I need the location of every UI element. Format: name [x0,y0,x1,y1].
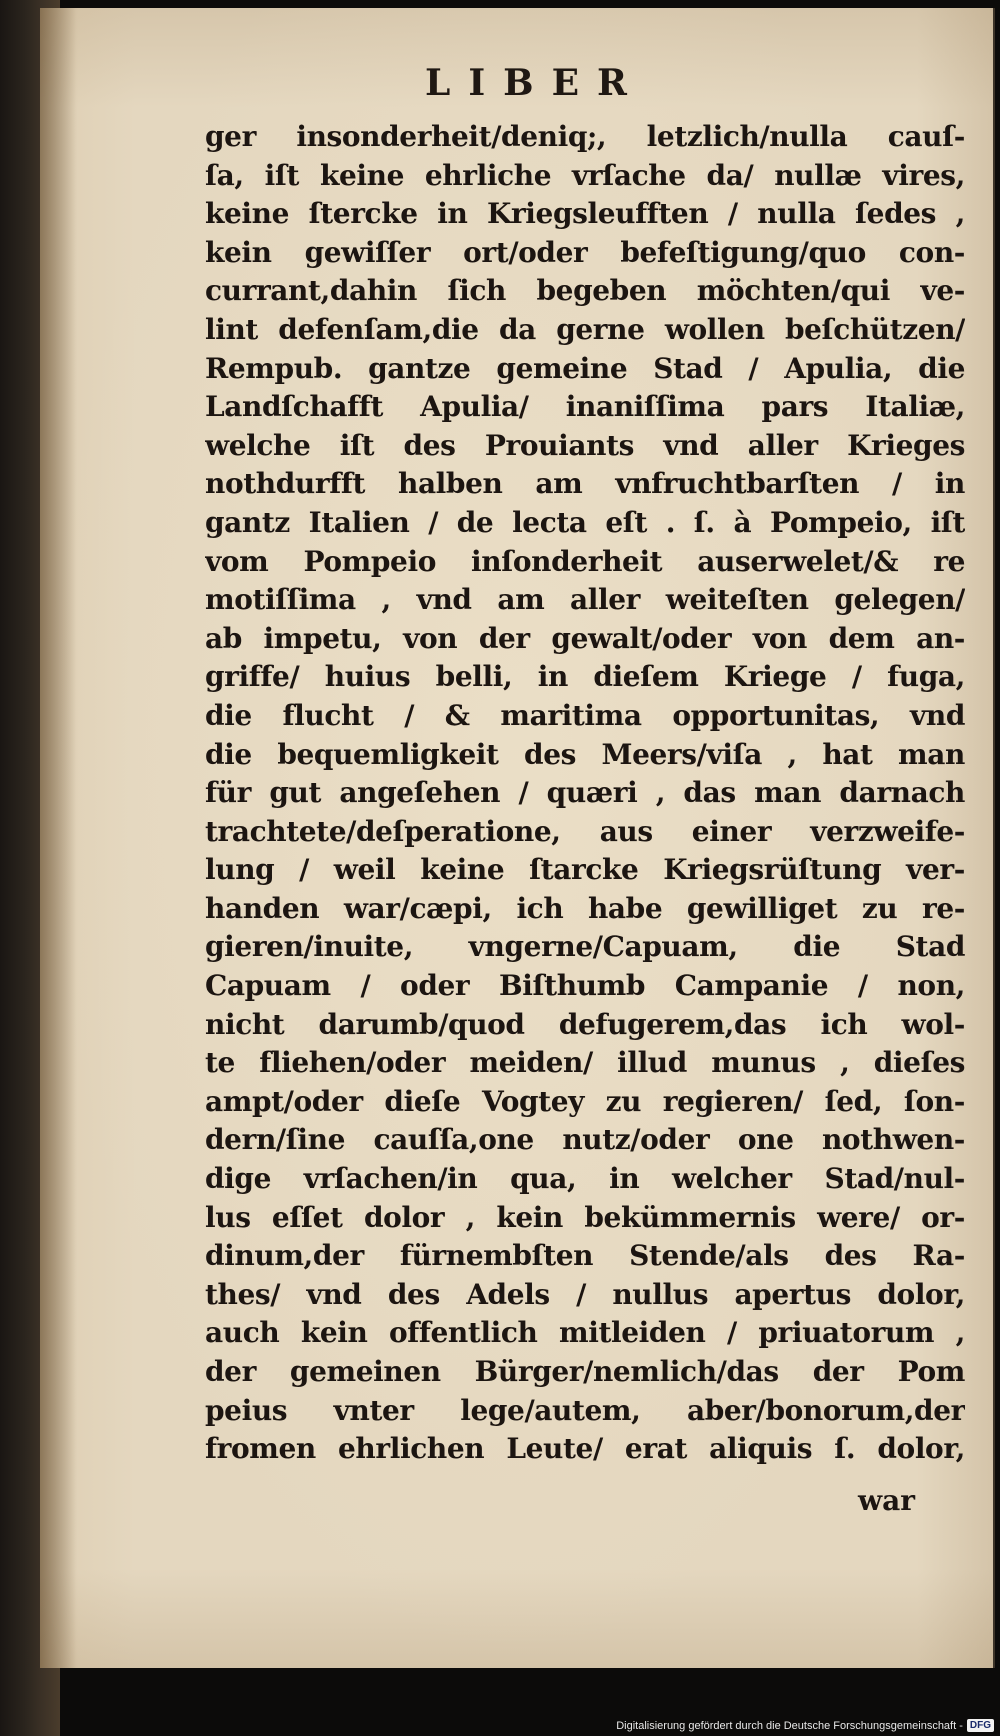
gutter-shadow [40,8,76,1668]
running-header: LIBER [425,62,645,104]
text-line: lung / weil keine ſtarcke Kriegsrüſtung ver- [205,853,965,887]
text-line: für gut angeſehen / quæri , das man darnach [205,776,965,810]
text-line: trachtete/deſperatione, aus einer verzweife- [205,814,965,848]
text-line: dinum,der fürnembſten Stende/als des Ra- [205,1239,965,1273]
text-line: ab impetu, von der gewalt/oder von dem an- [205,621,965,655]
text-line: nicht darumb/quod defugerem,das ich wol- [205,1007,965,1041]
text-line: ampt/oder dieſe Vogtey zu regieren/ ſed, ſon- [205,1084,965,1118]
text-line: auch kein offentlich mitleiden / priuatorum , [205,1316,965,1350]
text-line: handen war/cæpi, ich habe gewilliget zu re- [205,891,965,925]
text-line: peius vnter lege/autem, aber/bonorum,der [205,1393,965,1427]
text-line: die bequemligkeit des Meers/viſa , hat man [205,737,965,771]
dfg-logo: DFG [967,1719,994,1732]
text-line: fromen ehrlichen Leute/ erat aliquis ſ. dolor, [205,1432,965,1466]
text-line: ger insonderheit/deniq;, letzlich/nulla cauſ- [205,120,965,153]
text-line: te fliehen/oder meiden/ illud munus , dieſes [205,1046,965,1080]
text-line: currant,dahin ſich begeben möchten/qui ve- [205,274,965,308]
text-line: Rempub. gantze gemeine Stad / Apulia, die [205,351,965,385]
text-line: Landſchafft Apulia/ inaniſſima pars Italiæ, [205,390,965,424]
catchword: war [858,1484,915,1517]
text-line: nothdurfft halben am vnfruchtbarſten / in [205,467,965,501]
text-line: gieren/inuite, vngerne/Capuam, die Stad [205,930,965,964]
text-line: motiſſima , vnd am aller weiteſten gelegen/ [205,583,965,617]
footer-credit-text: Digitalisierung gefördert durch die Deutsche Forschungsgemeinschaft - [616,1719,963,1732]
text-line: kein gewiſſer ort/oder befeſtigung/quo con- [205,235,965,269]
text-line: gantz Italien / de lecta eſt . ſ. à Pompeio, iſt [205,505,965,539]
text-line: welche iſt des Prouiants vnd aller Krieges [205,428,965,462]
text-line: griffe/ huius belli, in dieſem Kriege / fuga, [205,660,965,694]
body-text [205,118,965,1469]
text-line: vom Pompeio inſonderheit auserwelet/& re [205,544,965,578]
footer-credit [616,1719,994,1732]
text-line: lint defenſam,die da gerne wollen beſchützen/ [205,312,965,346]
text-line: lus eſſet dolor , kein bekümmernis were/ or- [205,1200,965,1234]
text-line: ſa, iſt keine ehrliche vrſache da/ nullæ vires, [205,158,965,192]
text-line: Capuam / oder Biſthumb Campanie / non, [205,969,965,1003]
text-line: dern/ſine cauſſa,one nutz/oder one nothwen- [205,1123,965,1157]
text-line: der gemeinen Bürger/nemlich/das der Pom [205,1355,965,1388]
text-line: die flucht / & maritima opportunitas, vnd [205,698,965,732]
text-line: keine ſtercke in Kriegsleufften / nulla ſedes , [205,197,965,231]
text-line: thes/ vnd des Adels / nullus apertus dolor, [205,1277,965,1311]
text-line: dige vrſachen/in qua, in welcher Stad/nul- [205,1162,965,1196]
